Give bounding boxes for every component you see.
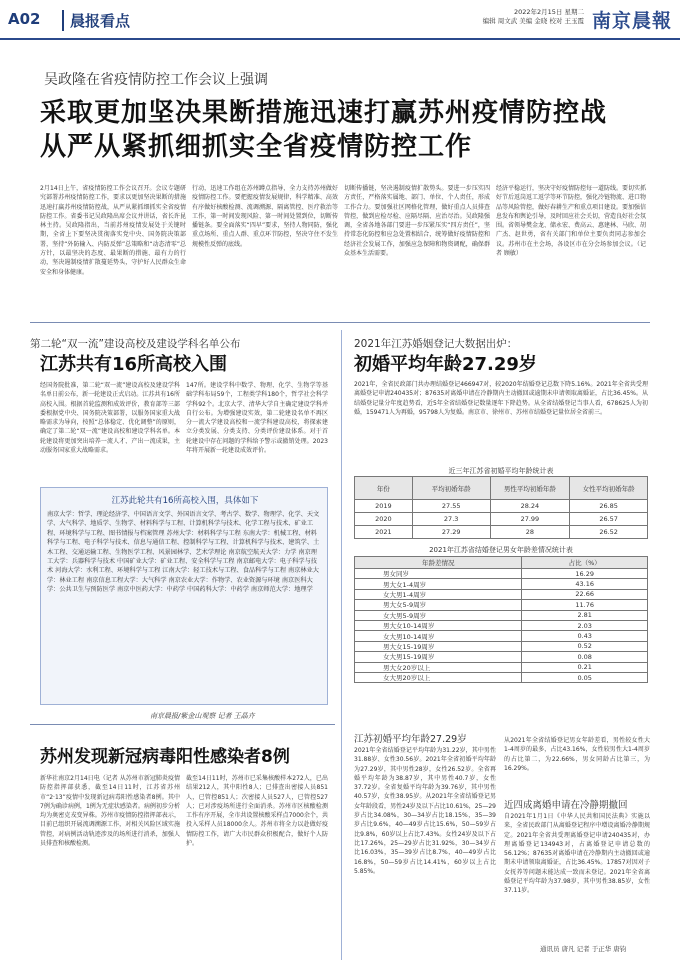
- table-cell: 0.52: [522, 641, 648, 651]
- left-headline: 江苏共有16所高校入围: [40, 354, 228, 375]
- table-cell: 27.99: [490, 513, 570, 526]
- age-gap-table: [354, 556, 648, 683]
- column-divider: [341, 330, 342, 960]
- table-row: [355, 526, 648, 539]
- table-cell: 22.66: [522, 589, 648, 599]
- table-row: [355, 610, 648, 620]
- table-row: [355, 589, 648, 599]
- lead-column-2: 行动，迅速工作组在苏州蹲点指导，全力支持苏州做好疫情防控工作。要把握疫情发展规律，科学精准、高效有序做好核酸检测、流调溯源、隔离管控、医疗救治等工作，第一时间发现风险、第一时间处置到位，切断传播链条。要全面落实“四早”要求，坚持人物同防，强化重点场所、重点人群、重点环节防控，坚决守住不发生规模性反弹的底线。: [192, 185, 338, 248]
- right-kicker: 2021年江苏婚姻登记大数据出炉：: [354, 338, 518, 350]
- header-meta: [424, 8, 584, 26]
- table2-header-row: [355, 557, 648, 569]
- lead-column-4: 经济平稳运行，坚决守好疫情防控每一道防线。要切实抓好节后返岗返工返学等环节防控，强化冷链物流、进口物品等风险管控，做好春耕生产和重点项目建设。要加强信息发布和舆论引导，及时回应社会关切，营造良好社会氛围。省领导樊金龙、储永宏、费高云、惠建林、马欣、胡广杰、赵世勇，省有关部门和单位主要负责同志参加会议。苏州市在主会场，各设区市在分会场参加会议。（记者 顾敏）: [496, 185, 646, 258]
- bottom-headline: 苏州发现新冠病毒阳性感染者8例: [40, 747, 290, 767]
- box-title: 江苏此轮共有16所高校入围，具体如下: [111, 496, 259, 506]
- box-body: 南京大学：哲学、理论经济学、中国语言文学、外国语言文学、考古学、数学、物理学、化学、天文学、大气科学、地质学、生物学、材料科学与工程、计算机科学与技术、化学工程与技术、矿业工程、环境科学与工程、图书情报与档案管理 苏州大学：材料科学与工程 东南大学：机械工程、材料科学与工程、电子科学与技术、信息与通信工程、控制科学与工程、计算机科学与技术、建筑学、土木工程、交通运输工程、生物医学工程、风景园林学、艺术学理论 南京航空航天大学：力学 南京理工大学：兵器科学与技术 中国矿业大学：矿业工程、安全科学与工程 南京邮电大学：电子科学与技术 河海大学：水利工程、环境科学与工程 江南大学：轻工技术与工程、食品科学与工程 南京林业大学：林业工程 南京信息工程大学：大气科学 南京农业大学：作物学、农业资源与环境 南京医科大学：公共卫生与预防医学 南京中医药大学：中药学 中国药科大学：中药学 南京师范大学：地理学: [47, 511, 320, 594]
- right-body-b: 从2021年全省结婚登记男女年龄差看，男性较女性大1-4周岁的最多，占比43.16%，女性较男性大1-4周岁的占比第二，为22.66%，男女同龄占比第三，为16.29%。: [504, 737, 650, 772]
- table1-header: 平均初婚年龄: [412, 477, 490, 500]
- table-row: [355, 620, 648, 630]
- right-intro: 2021年，全省民政部门共办理结婚登记466947对，较2020年结婚登记总数下降5.16%。2021年全省共受理离婚登记申请240435对；87635对离婚申请在冷静期内主动撤回或逾期未申请领取离婚证，占比36.45%。从结婚登记量分年度趋势看，近5年全省结婚登记数量逐年下降趋势。从全省结婚登记当事人看，678625人为初婚，159471人为再婚，95798人为复婚。南京市、徐州市、苏州市结婚登记量位居全省前三。: [354, 381, 648, 416]
- left-byline: 南京晨报/紫金山观察 记者 王晶卉: [150, 712, 255, 720]
- first-marriage-age-table: [354, 476, 648, 539]
- table-cell: 女大男1-4周岁: [355, 589, 522, 599]
- bottom-column-1: 新华社南京2月14日电（记者 从苏州市新冠肺炎疫情防控指挥部获悉，截至14日11时，江苏省苏州市“2·13”疫情中发现新冠病毒阳性感染者8例。其中7例为确诊病例，1例为无症状感染者。病例初步分析均为奥密克戎变异株。苏州市疫情防控指挥部表示，目前已组织开展流调溯源工作，对相关风险区域实施管控，对病例活动轨迹涉及的场所进行消杀，加强人员排查和核酸检测。: [40, 775, 180, 848]
- table-cell: 28.24: [490, 500, 570, 513]
- table-cell: 女大男10-14周岁: [355, 631, 522, 641]
- date-line: 2022年2月15日 星期二: [513, 8, 584, 16]
- right-credit: 通讯员 唐凡 记者 于正华 唐钧: [540, 945, 627, 953]
- table1-caption: 近三年江苏省初婚平均年龄统计表: [448, 467, 554, 475]
- table-cell: 27.3: [412, 513, 490, 526]
- table-row: [355, 500, 648, 513]
- table-cell: 男大女20岁以上: [355, 662, 522, 672]
- page-number: A02: [8, 10, 41, 28]
- table-cell: 0.05: [522, 672, 648, 682]
- table-row: [355, 662, 648, 672]
- left-column-2: 147所。建设学科中数学、物理、化学、生物学等基础学科布局59个，工程类学科180个，哲学社会科学学科92个。北京大学、清华大学自主确定建设学科并自行公布。为增强建设实效，第二轮建设名单不再区分一流大学建设高校和一流学科建设高校，将探索建立分类发展、分类支持、分类评价建设体系。对于首轮建设中存在问题的学科给予警示或撤销处理。2023年将开展新一轮建设成效评价。: [186, 382, 328, 455]
- right-body-a: 2021年全省结婚登记平均年龄为31.22岁，其中男性31.88岁、女性30.56岁。2021年全省初婚平均年龄为27.29岁，其中男性28岁，女性26.52岁。全省再婚平均年龄为38.87岁，其中男性40.7岁，女性37.72岁。全省复婚平均年龄为39.76岁，其中男性40.57岁，女性38.95岁。从2021年全省结婚登记男女年龄段看，男性24岁及以下占比10.61%，25—29岁占比34.08%，30—34岁占比18.15%，35—39岁占比9.6%，40—49岁占比15.6%，50—59岁占比9.8%，60岁以上占比7.43%。女性24岁及以下占比17.26%，25—29岁占比31.92%，30—34岁占比16.03%，35—39岁占比8.7%，40—49岁占比16.8%，50—59岁占比14.41%，60岁以上占比5.85%。: [354, 747, 496, 875]
- table-row: [355, 579, 648, 589]
- right-body-c: 自2021年1月1日《中华人民共和国民法典》实施以来，全省民政部门从离婚登记程序中增设离婚冷静期规定。2021年全省共受理离婚登记申请240435对，办理离婚登记134943对，占离婚登记申请总数的56.12%；87635对离婚申请在冷静期内主动撤回或逾期未申请领取离婚证，占比36.45%。17857对因对子女抚养等问题未能达成一致而未登记。2021年全省离婚登记平均年龄为37.98岁，其中男性38.85岁，女性37.11岁。: [504, 813, 650, 895]
- newspaper-logo: 南京晨報: [591, 10, 672, 32]
- right-subhead-a: 江苏初婚平均年龄27.29岁: [354, 734, 467, 745]
- table1-header-row: [355, 477, 648, 500]
- table-cell: 0.43: [522, 631, 648, 641]
- lead-headline-line2: 从严从紧抓细抓实全省疫情防控工作: [40, 132, 473, 162]
- table-cell: 2.81: [522, 610, 648, 620]
- lead-column-1: 2月14日上午，省疫情防控工作会议召开。会议专题研究部署苏州疫情防控工作，要求以更加坚决果断的措施迅速打赢苏州疫情防控战，从严从紧抓细抓实全省疫情防控工作。省委书记吴政隆出席会议并讲话，省长许昆林主持。吴政隆指出，当前苏州疫情发展处于关键时期，全省上下要坚决贯彻落实党中央、国务院决策部署，坚持“外防输入、内防反弹”总策略和“动态清零”总方针，以最坚决的态度、最果断的措施、最有力的行动，坚决遏制疫情扩散蔓延势头，守护好人民群众生命安全和身体健康。: [40, 185, 186, 276]
- table2-header: 年龄差情况: [355, 557, 522, 569]
- divider: [30, 724, 335, 725]
- table-cell: 女大男15-19周岁: [355, 652, 522, 662]
- table-cell: 2.03: [522, 620, 648, 630]
- bottom-column-2: 截至14日11时，苏州市已采集核酸样本272人，已出结果212人，其中阳性8人；已排查出密接人员851人，已管控851人；次密接人员527人，已管控527人；已对涉疫场所进行全面消杀。苏州市区核酸检测工作有序开展，全市共设置核酸采样点7000余个，共投入采样人员18000余人。苏州市将全力以赴做好疫情防控工作，请广大市民群众积极配合，做好个人防护。: [186, 775, 328, 848]
- divider: [30, 322, 650, 323]
- table-cell: 女大男20岁以上: [355, 672, 522, 682]
- table-cell: 男大女10-14周岁: [355, 620, 522, 630]
- right-subhead-b: 近四成离婚申请在冷静期撤回: [504, 800, 628, 811]
- table-cell: 26.57: [570, 513, 648, 526]
- table-cell: 0.08: [522, 652, 648, 662]
- table-cell: 2021: [355, 526, 413, 539]
- table-row: [355, 672, 648, 682]
- table-cell: 26.85: [570, 500, 648, 513]
- table-cell: 男女同岁: [355, 569, 522, 579]
- lead-column-3: 切断传播链，坚决遏制疫情扩散势头。要进一步压实四方责任，严格落实属地、部门、单位、个人责任，形成工作合力。要加强社区网格化管理，做好重点人员排查管控，做到应检尽检、应隔尽隔、应治尽治。吴政隆强调，全省各地各部门要进一步压紧压实“四方责任”，坚持常态化防控和应急处置相结合，统筹做好疫情防控和经济社会发展工作，加强应急保障和物资调配，确保群众基本生活需要。: [344, 185, 490, 258]
- staff-line: 编辑 周文武 美编 金晓 校对 王玉霞: [482, 17, 584, 25]
- table-row: [355, 600, 648, 610]
- right-headline: 初婚平均年龄27.29岁: [354, 354, 537, 375]
- table-cell: 2019: [355, 500, 413, 513]
- table-cell: 男大女1-4周岁: [355, 579, 522, 589]
- table1-header: 男性平均初婚年龄: [490, 477, 570, 500]
- table-cell: 2020: [355, 513, 413, 526]
- table-cell: 27.55: [412, 500, 490, 513]
- table-cell: 43.16: [522, 579, 648, 589]
- university-list-box: [40, 487, 328, 705]
- table-row: [355, 631, 648, 641]
- table-cell: 16.29: [522, 569, 648, 579]
- table1-header: 年份: [355, 477, 413, 500]
- page-header: [0, 0, 680, 40]
- table-cell: 女大男5-9周岁: [355, 610, 522, 620]
- lead-headline-line1: 采取更加坚决果断措施迅速打赢苏州疫情防控战: [40, 98, 608, 128]
- table2-header: 占比（%）: [522, 557, 648, 569]
- table-row: [355, 641, 648, 651]
- table1-header: 女性平均初婚年龄: [570, 477, 648, 500]
- table-row: [355, 652, 648, 662]
- lead-kicker: 吴政隆在省疫情防控工作会议上强调: [44, 72, 268, 88]
- table-cell: 26.52: [570, 526, 648, 539]
- table-cell: 28: [490, 526, 570, 539]
- table-row: [355, 513, 648, 526]
- section-name: 晨报看点: [62, 10, 130, 31]
- table-cell: 男大女5-9周岁: [355, 600, 522, 610]
- table-row: [355, 569, 648, 579]
- left-column-1: 经国务院批准，第二轮“双一流”建设高校及建设学科名单日前公布，新一轮建设正式启动。江苏共有16所高校入围。根据首轮监测和成效评价，教育部等三部委根据党中央、国务院决策部署，以服务国家重大战略需求为导向，按照“总体稳定、优化调整”的原则，确定了第二轮“双一流”建设高校和建设学科名单。本轮建设将更加突出培养一流人才、产出一流成果，主动服务国家重大战略需求。: [40, 382, 180, 455]
- table-cell: 0.21: [522, 662, 648, 672]
- table-cell: 11.76: [522, 600, 648, 610]
- table-cell: 男大女15-19周岁: [355, 641, 522, 651]
- left-kicker: 第二轮“双一流”建设高校及建设学科名单公布: [30, 338, 241, 350]
- table2-caption: 2021年江苏省结婚登记男女年龄差情况统计表: [429, 546, 573, 554]
- table-cell: 27.29: [412, 526, 490, 539]
